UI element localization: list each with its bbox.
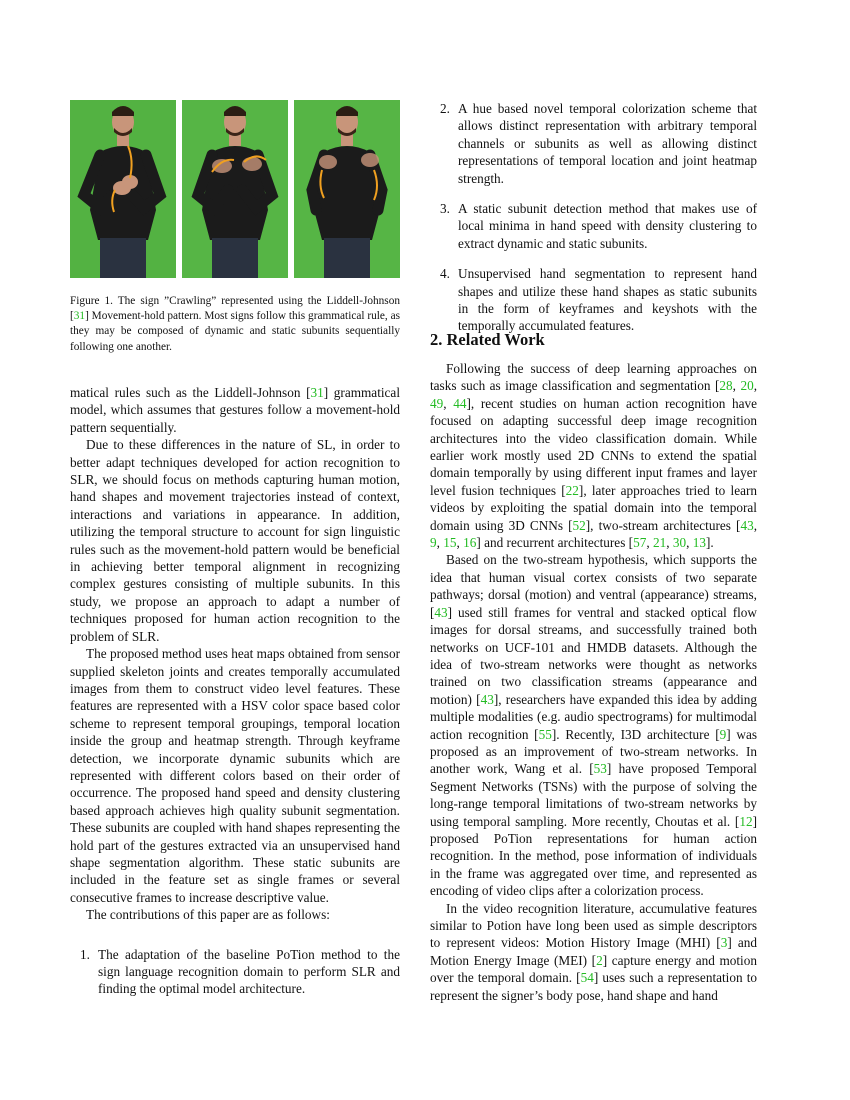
- citation-link[interactable]: 31: [73, 310, 86, 323]
- text-run: ,: [666, 535, 673, 551]
- list-item: [430, 200, 757, 252]
- citation-link[interactable]: 9: [719, 726, 727, 742]
- text-run: ,: [646, 535, 653, 551]
- text-run: ,: [686, 535, 693, 551]
- figure-frame-1: [70, 100, 176, 278]
- text-run: ].: [705, 535, 714, 551]
- contributions-list: [70, 946, 400, 998]
- paragraph: [70, 436, 400, 645]
- related-work-body: [430, 360, 757, 1004]
- list-text: A static subunit detection method that makes use of local minima in hand speed with density clustering to extract dynamic and static subunits.: [458, 201, 757, 251]
- citation-link[interactable]: 2: [596, 952, 603, 968]
- list-number: 2.: [440, 101, 450, 116]
- citation-link[interactable]: 43: [740, 517, 754, 533]
- figure-frame-3: [294, 100, 400, 278]
- figure-caption: [70, 294, 400, 355]
- citation-link[interactable]: 54: [580, 970, 594, 986]
- section-title: 2. Related Work: [430, 330, 545, 349]
- signer-photo-1: [70, 100, 176, 278]
- text-run: Based on the two-stream hypothesis, which supports the idea that human visual cortex consists of two separate pathways; dorsal (motion) and ventral (appearance) streams, [: [430, 552, 757, 620]
- citation-link[interactable]: 43: [434, 604, 448, 620]
- citation-link[interactable]: 13: [692, 535, 706, 551]
- paragraph: [70, 384, 400, 436]
- citation-link[interactable]: 53: [593, 761, 607, 777]
- text-run: ] grammatical model, which assumes that gestures follow a movement-hold pattern sequentially.: [70, 385, 400, 435]
- paragraph: [430, 360, 757, 551]
- citation-link[interactable]: 31: [310, 385, 324, 400]
- citation-link[interactable]: 12: [739, 813, 753, 829]
- list-item: [430, 265, 757, 335]
- list-item: [70, 946, 400, 998]
- list-number: 1.: [80, 946, 90, 962]
- contributions-list-continued: [430, 100, 757, 348]
- signer-photo-2: [182, 100, 288, 278]
- paragraph: [430, 900, 757, 1004]
- text-run: ], researchers have expanded this idea by adding multiple modalities (e.g. audio spectrograms) for multimodal action recognition [: [430, 691, 757, 742]
- text-run: Due to these differences in the nature of SL, in order to better adapt techniques developed for action recognition to SLR, we should focus on methods capturing human motion, hand shapes and movement trajectories instead of context, interactions and variations in appearance. In addition, utilizing the temporal structure to account for sign linguistic rules such as the movement-hold pattern would be beneficial in achieving better temporal alignment in recognizing complex gestures consisting of multiple subunits. In this study, we propose an approach to adapt a number of techniques proposed for human action recognition to the problem of SLR.: [70, 437, 400, 644]
- text-run: ,: [753, 378, 757, 394]
- text-run: ] and recurrent architectures [: [476, 535, 634, 551]
- citation-link[interactable]: 43: [480, 691, 494, 707]
- text-run: ], later approaches tried to learn videos by exploiting the spatial domain into the temporal domain using 3D CNNs [: [430, 482, 757, 533]
- citation-link[interactable]: 44: [453, 395, 467, 411]
- citation-link[interactable]: 22: [565, 482, 579, 498]
- text-run: ,: [732, 378, 741, 394]
- text-run: ], two-stream architectures [: [585, 517, 741, 533]
- left-paragraphs: [70, 384, 400, 924]
- citation-link[interactable]: 28: [719, 378, 733, 394]
- list-item: [430, 100, 757, 187]
- citation-link[interactable]: 55: [538, 726, 552, 742]
- signer-photo-3: [294, 100, 400, 278]
- paragraph: [430, 551, 757, 899]
- figure-1: [70, 100, 400, 278]
- list-text: The adaptation of the baseline PoTion method to the sign language recognition domain to perform SLR and finding the optimal model architecture.: [98, 946, 400, 997]
- citation-link[interactable]: 16: [463, 535, 477, 551]
- text-run: ] used still frames for ventral and stacked optical flow images for dorsal streams, and successfully trained both networks on UCF-101 and HMDB datasets. Although the idea of two-stream networks were thought as networks trained on two classification streams (appearance and motion) [: [430, 604, 757, 707]
- text-run: ] have proposed Temporal Segment Networks (TSNs) with the purpose of solving the long-range temporal limitations of two-stream networks by using temporal sampling. More recently, Choutas et al. [: [430, 761, 757, 829]
- text-run: ] capture energy and motion over the temporal domain. [: [430, 952, 757, 986]
- list-text: Unsupervised hand segmentation to represent hand shapes and utilize these hand shapes as static subunits in the form of keyframes and keyshots with the temporally accumulated features.: [458, 266, 757, 334]
- list-text: A hue based novel temporal colorization scheme that allows distinct representation with arbitrary temporal channels or subunits as well as allowing distinct representations of temporal location and joint heatmap strength.: [458, 101, 757, 186]
- citation-link[interactable]: 9: [430, 535, 437, 551]
- citation-link[interactable]: 3: [720, 935, 728, 951]
- text-run: ] Movement-hold pattern. Most signs follow this grammatical rule, as they may be composed of dynamic and static subunits sequentially following one another.: [70, 310, 400, 353]
- citation-link[interactable]: 30: [672, 535, 687, 551]
- citation-link[interactable]: 20: [740, 378, 754, 394]
- list-number: 3.: [440, 201, 450, 217]
- text-run: matical rules such as the Liddell-Johnson [: [70, 385, 311, 400]
- text-run: ], recent studies on human action recognition have focused on adapting successful deep image recognition architectures into the video classification domain. While earlier work mostly used 2D CNNs to extend the spatial domain temporally by using different input frames and layer level fusion techniques [: [430, 395, 757, 498]
- text-run: Following the success of deep learning approaches on tasks such as image classification and segmentation [: [430, 361, 757, 394]
- text-run: ,: [456, 535, 464, 551]
- paragraph: [70, 645, 400, 906]
- text-run: ]. Recently, I3D architecture [: [551, 726, 720, 742]
- text-run: ] uses such a representation to represent the signer’s body pose, hand shape and hand: [430, 970, 757, 1003]
- citation-link[interactable]: 52: [572, 517, 586, 533]
- text-run: In the video recognition literature, accumulative features similar to Potion have long been used as simple descriptors to represent videos: Motion History Image (MHI) [: [430, 900, 757, 951]
- citation-link[interactable]: 57: [633, 535, 647, 551]
- text-run: ,: [443, 395, 454, 411]
- figure-frame-2: [182, 100, 288, 278]
- text-run: ,: [436, 535, 444, 551]
- text-run: The contributions of this paper are as follows:: [86, 907, 330, 923]
- list-number: 4.: [440, 266, 450, 282]
- text-run: The proposed method uses heat maps obtained from sensor supplied skeleton joints and creates temporally accumulated images from them to construct video level features. These features are represented with a HSV color space based color scheme to represent temporal groupings, temporal location inside the group and heatmap strength. Through keyframe detection, we incorporate dynamic subunits which are represented with different colors based on their order of occurrence. The proposed hand speed and density clustering based approach achieves high quality subunit segmentation. These subunits are coupled with hand shapes representing the hold part of the gestures extracted via an unsupervised hand shape segmentation algorithm. These static subunits are included in the feature set as single frames or several consecutive frames to increase descriptive value.: [70, 646, 400, 905]
- citation-link[interactable]: 49: [430, 395, 444, 411]
- text-run: ] and Motion Energy Image (MEI) [: [430, 935, 758, 968]
- citation-link[interactable]: 15: [443, 535, 457, 551]
- citation-link[interactable]: 21: [652, 535, 667, 551]
- text-run: ] was proposed as an improvement of two-stream networks. In another work, Wang et al. [: [430, 726, 757, 777]
- text-run: ,: [753, 517, 757, 533]
- left-column: [70, 384, 400, 998]
- text-run: ] proposed PoTion representations for human action recognition. In the method, pose information of individuals in the frame was aggregated over time, and represented as encoding of video clips after a colorization process.: [430, 813, 757, 899]
- paragraph: [70, 906, 400, 923]
- text-run: Figure 1. The sign ”Crawling” represented using the Liddell-Johnson [: [70, 295, 400, 323]
